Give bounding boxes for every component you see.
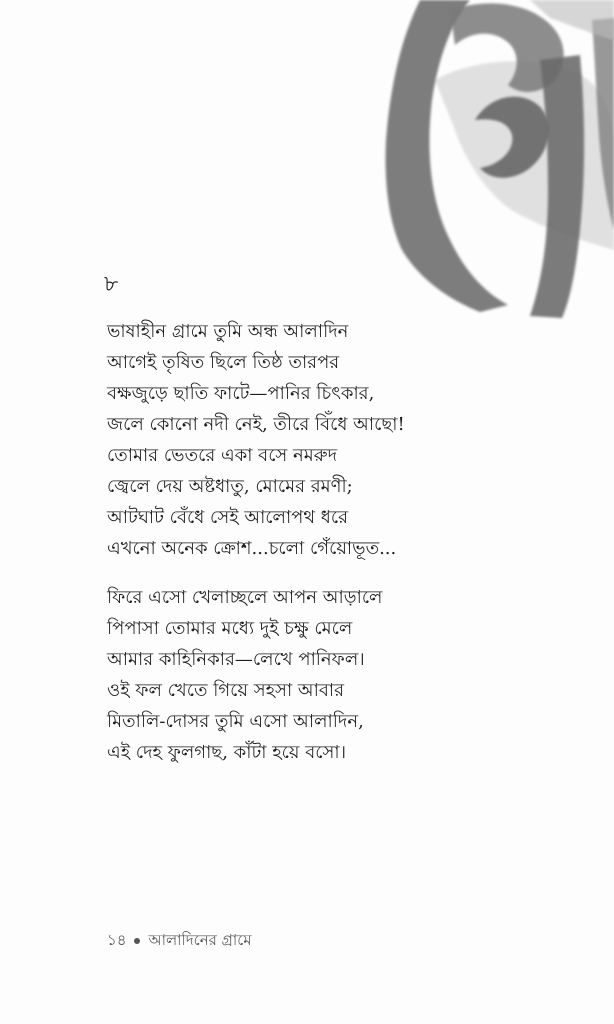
stanza-2 <box>107 582 577 768</box>
poem-line: জলে কোনো নদী নেই, তীরে বিঁধে আছো! <box>107 414 405 435</box>
poem-number: ৮ <box>104 272 119 297</box>
poem-line: মিতালি-দোসর তুমি এসো আলাদিন, <box>107 711 364 732</box>
poem-line: ফিরে এসো খেলাচ্ছলে আপন আড়ালে <box>107 587 383 608</box>
poem-line: আটঘাট বেঁধে সেই আলোপথ ধরে <box>107 507 348 528</box>
stanza-1 <box>107 316 577 564</box>
poem-line: এই দেহ ফুলগাছ, কাঁটা হয়ে বসো। <box>107 742 347 763</box>
poem-line: ভাষাহীন গ্রামে তুমি অন্ধ আলাদিন <box>107 321 349 342</box>
poem-line: আগেই তৃষিত ছিলে তিষ্ঠ তারপর <box>107 352 340 373</box>
poem-line: পিপাসা তোমার মধ্যে দুই চক্ষু মেলে <box>107 618 353 639</box>
watercolor-letter-illustration-icon <box>380 0 614 320</box>
poem-body <box>107 316 577 786</box>
poem-line: জ্বেলে দেয় অষ্টধাতু, মোমের রমণী; <box>107 476 353 497</box>
poem-line: তোমার ভেতরে একা বসে নমরুদ <box>107 445 338 466</box>
page-number: ১৪ <box>107 931 127 949</box>
running-title: আলাদিনের গ্রামে <box>148 931 252 949</box>
page-footer <box>107 928 252 952</box>
poem-line: বক্ষজুড়ে ছাতি ফাটে—পানির চিৎকার, <box>107 383 375 404</box>
poem-line: আমার কাহিনিকার—লেখে পানিফল। <box>107 649 365 670</box>
bullet-icon <box>134 938 140 944</box>
poem-line: এখনো অনেক ক্রোশ...চলো গেঁয়োভূত... <box>107 538 397 559</box>
poem-line: ওই ফল খেতে গিয়ে সহসা আবার <box>107 680 345 701</box>
